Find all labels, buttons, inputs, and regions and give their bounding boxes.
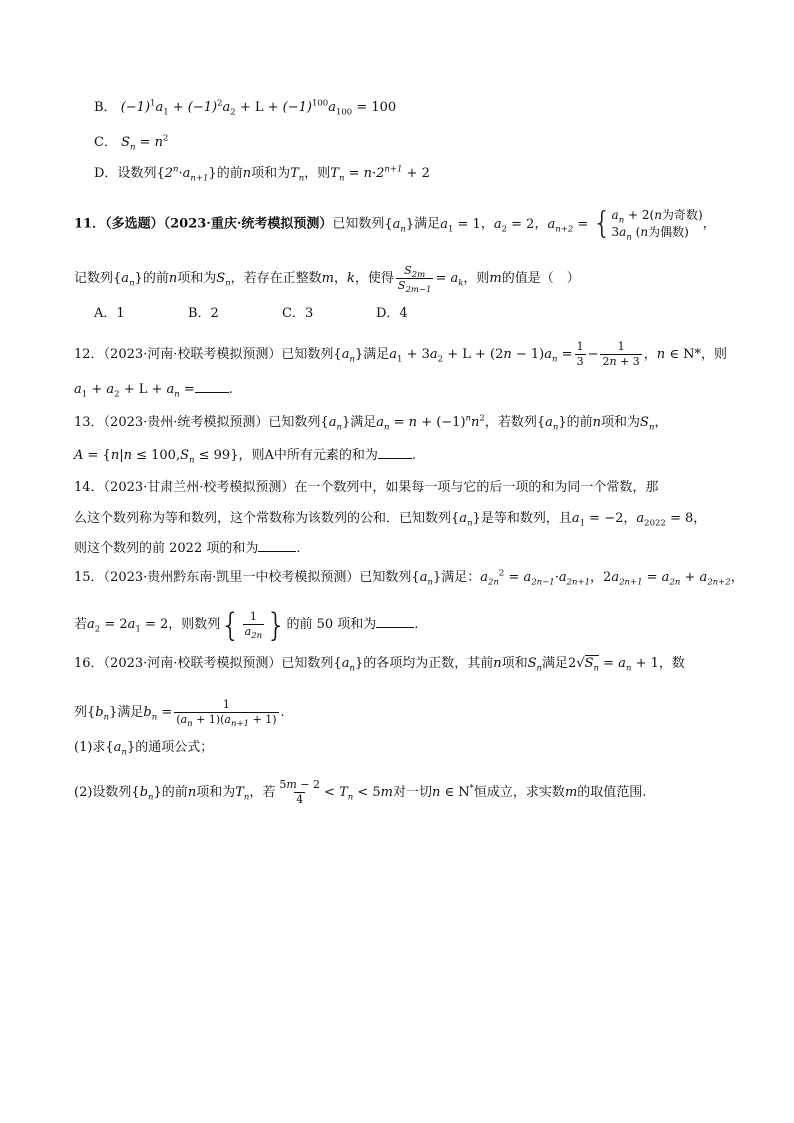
q12-stem-line1: 12．（2023·河南·校联考模拟预测）已知数列$\{a_n\}$满足$a_1 + 3a_2 + L + (2n - 1)a_n$ = $\frac{1}{3}$ − $\frac{1}{2n + 3}$ ，n ∈ N*，则 <box>74 340 727 368</box>
q11-option-d: D．4 <box>376 306 408 321</box>
q13-stem-line1: 13．（2023·贵州·统考模拟预测）已知数列$\{a_n\}$满足$a_n = n + (-1)^nn^2$，若数列$\{a_n\}$的前n项和为$S_n$， <box>74 413 668 433</box>
q12-fraction-2: $\frac{1}{2n + 3}$ <box>602 340 640 368</box>
answer-blank[interactable] <box>378 446 412 459</box>
q11-options <box>94 304 470 324</box>
piecewise-cases: $a_n + 2(n$为奇数) $3a_n$ (n为偶数) <box>611 208 703 243</box>
q11-stem-line2: 记数列$\{a_n\}$的前n项和为$S_n$，若存在正整数m，k，使得 $\frac{S_{2m}}{S_{2m-1}}$ = $a_k$，则m的值是（ ） <box>74 264 580 296</box>
q15-stem-line2: 若$a_2 = 2a_1 = 2$，则数列{ $\frac{1}{a_{2n}}$ }的前 50 项和为 . <box>74 605 419 644</box>
q16-part1: (1)求$\{a_n\}$的通项公式； <box>74 740 214 758</box>
q16-part2: (2)设数列$\{b_n\}$的前n项和为$T_n$，若 $\frac{5m - 2}{4}$ < $T_n < 5m$对一切n ∈ N*恒成立，求实数m的取值范围. <box>74 778 647 806</box>
q16-bound-fraction: $\frac{5m - 2}{4}$ <box>279 778 321 806</box>
q14-stem-line3: 则这个数列的前 2022 项的和为 ． <box>74 541 310 556</box>
q11-option-c: C．3 <box>282 306 314 321</box>
q10-option-b: B． $(-1)^1a_1 + (-1)^2a_2 + L + (-1)^{100}a_{100} = 100$ <box>94 98 397 118</box>
q10-option-d: D．设数列$\{2^n\cdot a_{n+1}\}$的前n项和为$T_n$，则$T_n = n\cdot 2^{n+1} + 2$ <box>94 164 430 184</box>
q11-stem-line1: 11．（多选题）（2023·重庆·统考模拟预测）已知数列$\{a_n\}$满足$a_1 = 1$，$a_2 = 2$，$a_{n+2}$ = { $a_n + 2(n$为奇数) $3a_n$ (n为偶数) ， <box>74 206 716 243</box>
q15-reciprocal-fraction: $\frac{1}{a_{2n}}$ <box>244 610 263 642</box>
q13-stem-line2: $A = \{n|n \le 100,S_n \le 99\}$，则A中所有元素的和为 . <box>74 448 416 466</box>
q16-stem-line2: 列$\{b_n\}$满足$b_n$ = $\frac{1}{(a_n + 1)(a_{n+1} + 1)}$ . <box>74 698 285 730</box>
q14-stem-line2: 么这个数列称为等和数列，这个常数称为该数列的公和．已知数列$\{a_n\}$是等和数列，且$a_1 = -2$，$a_{2022} = 8$， <box>74 511 707 529</box>
q15-stem-line1: 15．（2023·贵州黔东南·凯里一中校考模拟预测）已知数列$\{a_n\}$满足：$a_{2n}^2 = a_{2n-1}\cdot a_{2n+1}$，$2a_{2n+1} = a_{2n} + a_{2n+2}$， <box>74 568 744 588</box>
answer-blank[interactable] <box>376 615 414 628</box>
q16-stem-line1: 16．（2023·河南·校联考模拟预测）已知数列$\{a_n\}$的各项均为正数，其前n项和$S_n$满足$2√S_n = a_n + 1$，数 <box>74 656 685 674</box>
q11-option-b: B．2 <box>188 306 219 321</box>
q11-option-a: A．1 <box>94 306 125 321</box>
q10-option-c: C． $S_n = n^2$ <box>94 133 169 153</box>
q12-fraction-1: $\frac{1}{3}$ <box>576 340 584 368</box>
q12-stem-line2: $a_1 + a_2 + L + a_n$ = . <box>74 382 233 400</box>
piecewise-brace: { <box>592 206 612 241</box>
answer-blank[interactable] <box>195 380 229 393</box>
q16-bn-fraction: $\frac{1}{(a_n + 1)(a_{n+1} + 1)}$ <box>176 698 277 730</box>
ratio-fraction: $\frac{S_{2m}}{S_{2m-1}}$ <box>397 264 432 296</box>
answer-blank[interactable] <box>258 539 296 552</box>
q14-stem-line1: 14．（2023·甘肃兰州·校考模拟预测）在一个数列中，如果每一项与它的后一项的和为同一个常数，那 <box>74 480 659 495</box>
